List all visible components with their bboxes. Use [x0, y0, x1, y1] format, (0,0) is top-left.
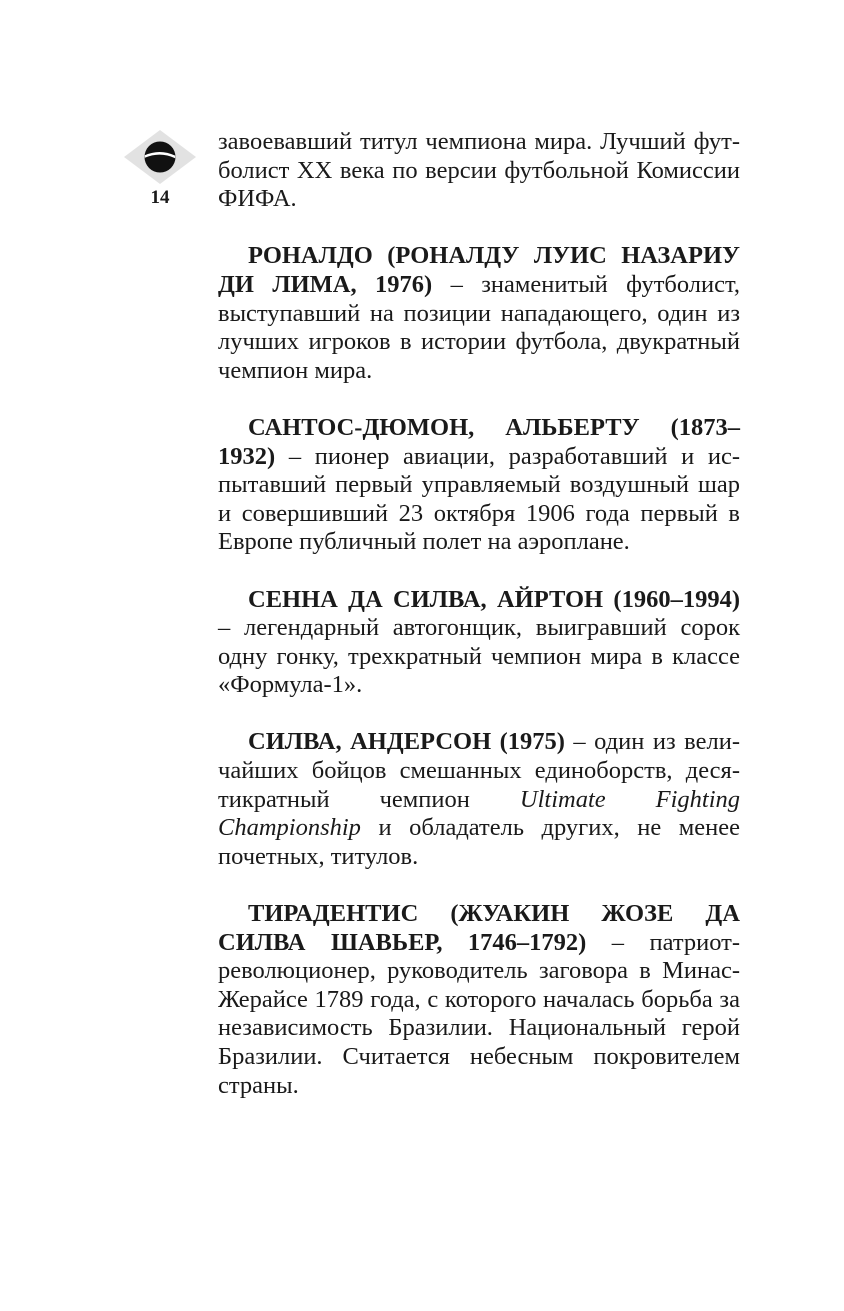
entry-ronaldo	[218, 242, 740, 385]
entry-tiradentes	[218, 900, 740, 1100]
entry-text: и обладатель других, не менее почетных, титулов.	[218, 814, 740, 870]
entry-senna	[218, 586, 740, 700]
entry-name: СЕННА ДА СИЛВА, АЙРТОН (1960–1994)	[248, 585, 740, 613]
text-column	[218, 128, 740, 1100]
flag-globe	[145, 142, 176, 173]
paragraph-text: завоевавший титул чемпиона мира. Лучший футболист XX века по версии футбольной Комиссии ФИФА.	[218, 128, 740, 213]
brazil-flag-icon	[122, 128, 198, 186]
entry-name: СИЛВА, АНДЕРСОН (1975)	[248, 728, 565, 756]
entry-text: – знаменитый футболист, выступавший на позиции нападающего, один из лучших игроков в истории футбола, двукратный чемпион мира.	[218, 270, 741, 384]
continuation-paragraph	[218, 128, 740, 214]
entry-emphasis: Ultimate Fighting Championship	[218, 785, 741, 842]
entry-name: ТИРАДЕНТИС (ЖУАКИН ЖОЗЕ ДА СИЛВА ШАВЬЕР, 1746–1792)	[218, 900, 740, 956]
entry-text: – легендарный автогонщик, выигравший сорок одну гонку, трехкратный чемпион мира в классе «Формула-1».	[218, 614, 740, 699]
entry-silva-anderson	[218, 728, 740, 871]
entry-text: – один из величайших бойцов смешанных единоборств, десятикратный чемпион	[218, 728, 740, 813]
entry-santos-dumont	[218, 414, 740, 557]
brazil-flag-graphic	[122, 128, 198, 186]
entry-text: – пионер авиации, разработавший и испытавший первый управляемый воздушный шар и совершивший 23 октября 1906 года первый в Европе публичный полет на аэроплане.	[218, 442, 740, 556]
entry-name: САНТОС-ДЮМОН, АЛЬБЕРТУ (1873–1932)	[218, 413, 740, 470]
entry-text: – патриот-революционер, руководитель заговора в Минас-Жерайсе 1789 года, с которого началась борьба за независимость Бразилии. Национальный герой Бразилии. Считается небесным покровителем страны.	[218, 928, 740, 1099]
entry-name: РОНАЛДО (РОНАЛДУ ЛУИС НАЗАРИУ ДИ ЛИМА, 1976)	[218, 242, 740, 298]
page-number: 14	[150, 187, 170, 208]
